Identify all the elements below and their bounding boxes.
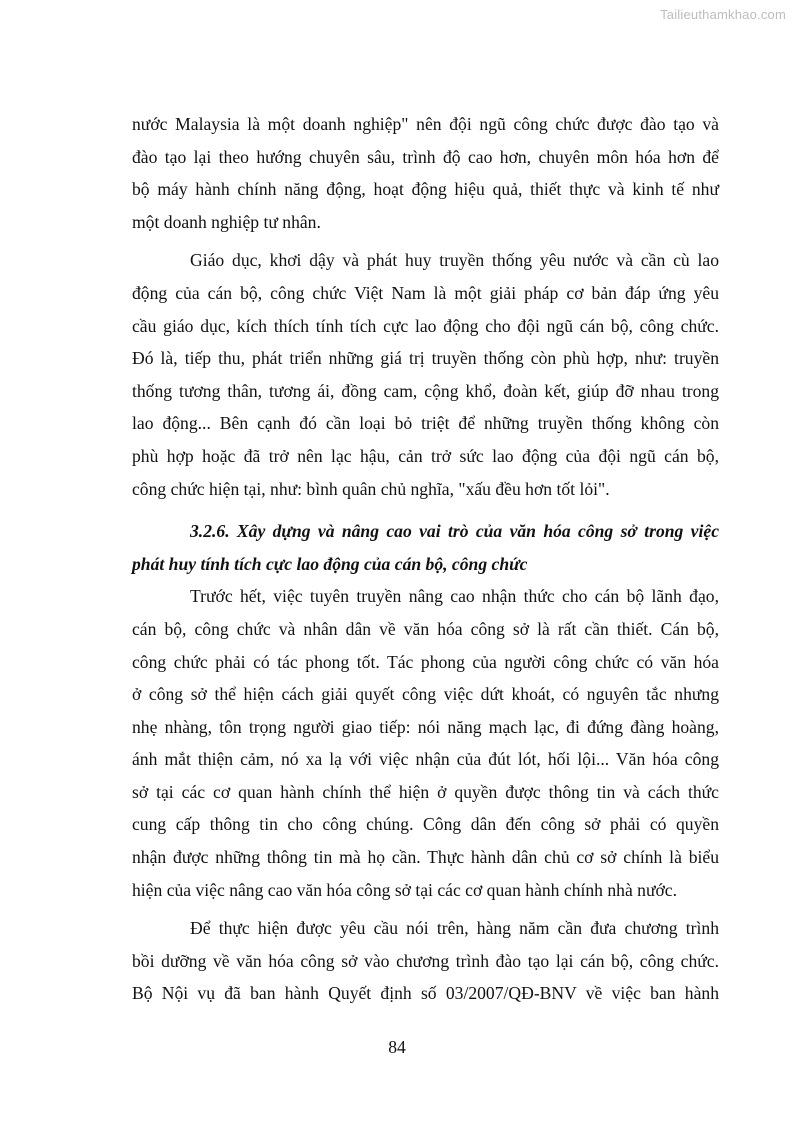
text-line: cán bộ, công chức và nhân dân về văn hóa công sở là rất cần thiết. Cán bộ,	[132, 618, 719, 639]
text-line: công chức phải có tác phong tốt. Tác phong của người công chức có văn hóa	[132, 651, 719, 672]
text-line: cung cấp thông tin cho công chúng. Công dân đến công sở phải có quyền	[132, 814, 719, 835]
text-line: nhận được những thông tin mà họ cần. Thực hành dân chủ cơ sở chính là biểu	[132, 847, 719, 868]
paragraph-3	[132, 580, 719, 906]
paragraph-2	[132, 244, 719, 505]
text-line: phù hợp hoặc đã trở nên lạc hậu, cản trở sức lao động của đội ngũ cán bộ,	[132, 445, 719, 466]
text-line: bộ máy hành chính năng động, hoạt động hiệu quả, thiết thực và kinh tế như	[132, 179, 719, 200]
text-line: một doanh nghiệp tư nhân.	[132, 211, 321, 232]
text-line: Giáo dục, khơi dậy và phát huy truyền thống yêu nước và cần cù lao	[190, 250, 719, 271]
text-line: Để thực hiện được yêu cầu nói trên, hàng năm cần đưa chương trình	[190, 918, 719, 939]
text-line: cầu giáo dục, kích thích tính tích cực lao động cho đội ngũ cán bộ, công chức.	[132, 315, 719, 336]
text-line: ở công sở thể hiện cách giải quyết công việc dứt khoát, có nguyên tắc nhưng	[132, 684, 719, 705]
text-line: lao động... Bên cạnh đó cần loại bỏ triệt để những truyền thống không còn	[132, 413, 719, 434]
heading-line: 3.2.6. Xây dựng và nâng cao vai trò của văn hóa công sở trong việc	[190, 521, 719, 542]
text-line: nhẹ nhàng, tôn trọng người giao tiếp: nói năng mạch lạc, đi đứng đàng hoàng,	[132, 716, 719, 737]
text-line: hiện của việc nâng cao văn hóa công sở tại các cơ quan hành chính nhà nước.	[132, 879, 678, 900]
text-line: động của cán bộ, công chức Việt Nam là một giải pháp cơ bản đáp ứng yêu	[132, 282, 719, 303]
text-line: Trước hết, việc tuyên truyền nâng cao nhận thức cho cán bộ lãnh đạo,	[190, 586, 719, 607]
watermark: Tailieuthamkhao.com	[660, 7, 786, 22]
heading-line: phát huy tính tích cực lao động của cán bộ, công chức	[132, 553, 528, 574]
document-body	[132, 108, 719, 1016]
paragraph-4	[132, 912, 719, 1010]
text-line: công chức hiện tại, như: bình quân chủ nghĩa, "xấu đều hơn tốt lỏi".	[132, 478, 610, 499]
text-line: ánh mắt thiện cảm, nó xa lạ với việc nhận của đút lót, hối lội... Văn hóa công	[132, 749, 719, 770]
text-line: bồi dưỡng về văn hóa công sở vào chương trình đào tạo lại cán bộ, công chức.	[132, 950, 719, 971]
page-number: 84	[388, 1037, 406, 1057]
text-line: đào tạo lại theo hướng chuyên sâu, trình độ cao hơn, chuyên môn hóa hơn để	[132, 146, 719, 167]
text-line: thống tương thân, tương ái, đồng cam, cộng khổ, đoàn kết, giúp đỡ nhau trong	[132, 380, 719, 401]
paragraph-1	[132, 108, 719, 238]
text-line: sở tại các cơ quan hành chính thể hiện ở quyền được thông tin và cách thức	[132, 781, 719, 802]
text-line: Bộ Nội vụ đã ban hành Quyết định số 03/2007/QĐ-BNV về việc ban hành	[132, 983, 719, 1004]
section-heading	[132, 515, 719, 580]
text-line: Đó là, tiếp thu, phát triển những giá trị truyền thống còn phù hợp, như: truyền	[132, 348, 719, 369]
text-line: nước Malaysia là một doanh nghiệp" nên đội ngũ công chức được đào tạo và	[132, 114, 719, 134]
